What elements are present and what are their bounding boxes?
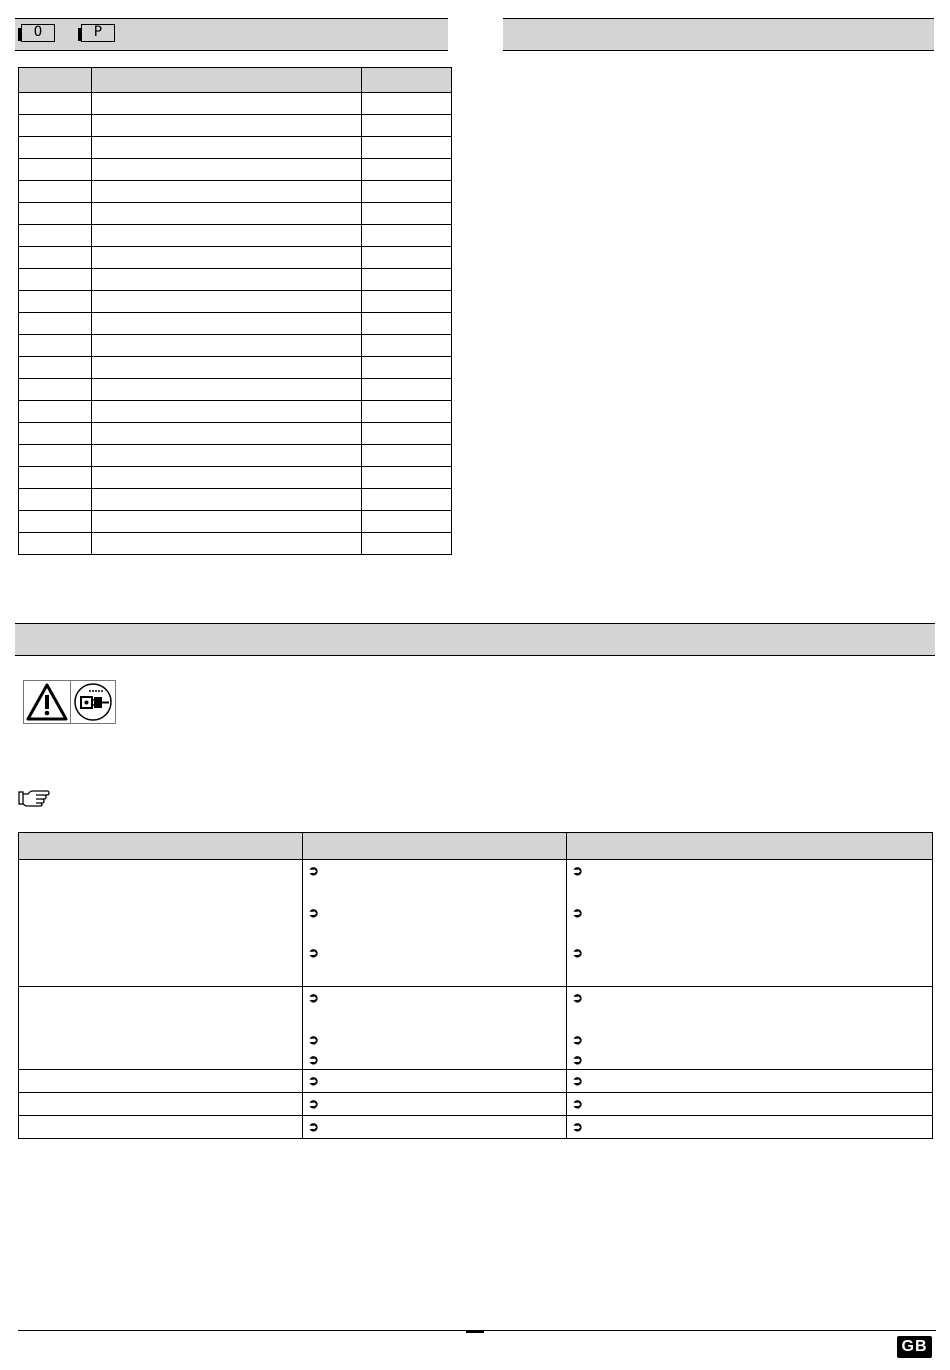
parts-table-cell xyxy=(92,115,362,137)
trouble-cause-cell xyxy=(303,1093,567,1116)
parts-table-cell xyxy=(362,313,452,335)
trouble-problem-cell xyxy=(19,860,303,987)
parts-table-cell xyxy=(19,313,92,335)
arrow-bullet-icon: ➲ xyxy=(308,1119,319,1134)
parts-table-row xyxy=(19,137,452,159)
parts-table-cell xyxy=(19,379,92,401)
arrow-bullet-icon: ➲ xyxy=(308,1073,319,1088)
parts-table-cell xyxy=(92,203,362,225)
unplug-icon xyxy=(71,681,117,723)
parts-table-cell xyxy=(19,203,92,225)
parts-table-cell xyxy=(362,511,452,533)
arrow-bullet-icon: ➲ xyxy=(308,1032,319,1047)
arrow-bullet-icon: ➲ xyxy=(572,1119,583,1134)
trouble-problem-cell xyxy=(19,1116,303,1139)
parts-table-cell xyxy=(19,247,92,269)
footer-page-mark xyxy=(466,1331,484,1333)
parts-table-cell xyxy=(362,489,452,511)
trouble-cause-cell xyxy=(303,860,567,987)
parts-table-row xyxy=(19,467,452,489)
parts-table-cell xyxy=(362,445,452,467)
parts-table-cell xyxy=(92,93,362,115)
trouble-cause-cell xyxy=(303,1070,567,1093)
parts-table-cell xyxy=(92,247,362,269)
arrow-bullet-icon: ➲ xyxy=(308,990,319,1005)
parts-table-cell xyxy=(19,291,92,313)
parts-table-cell xyxy=(362,401,452,423)
parts-table-row xyxy=(19,511,452,533)
parts-table-cell xyxy=(19,225,92,247)
parts-table-row xyxy=(19,203,452,225)
parts-table-cell xyxy=(362,423,452,445)
parts-table-cell xyxy=(362,357,452,379)
warning-icon-group xyxy=(23,680,116,724)
trouble-problem-cell xyxy=(19,1070,303,1093)
parts-table-cell xyxy=(362,379,452,401)
parts-table-cell xyxy=(362,181,452,203)
arrow-bullet-icon: ➲ xyxy=(572,905,583,920)
parts-table-cell xyxy=(362,247,452,269)
parts-table-cell xyxy=(92,467,362,489)
key-o-symbol: O xyxy=(21,24,55,42)
parts-table-cell xyxy=(362,137,452,159)
arrow-bullet-icon: ➲ xyxy=(572,863,583,878)
arrow-bullet-icon: ➲ xyxy=(572,1032,583,1047)
parts-table-cell xyxy=(92,159,362,181)
parts-table-row xyxy=(19,269,452,291)
parts-col-1-header xyxy=(19,68,92,93)
parts-table-cell xyxy=(19,467,92,489)
trouble-table-header xyxy=(19,833,933,860)
parts-table-cell xyxy=(19,269,92,291)
trouble-col-remedy-header xyxy=(567,833,933,860)
parts-table-cell xyxy=(19,159,92,181)
arrow-bullet-icon: ➲ xyxy=(572,1052,583,1067)
parts-table-cell xyxy=(362,335,452,357)
parts-table-body xyxy=(19,93,452,555)
section-header-troubleshooting xyxy=(15,623,935,656)
section-header-parts xyxy=(15,18,448,51)
parts-table-cell xyxy=(362,225,452,247)
arrow-bullet-icon: ➲ xyxy=(308,905,319,920)
parts-table-row xyxy=(19,159,452,181)
parts-table-row xyxy=(19,401,452,423)
parts-table-cell xyxy=(19,181,92,203)
arrow-bullet-icon: ➲ xyxy=(572,990,583,1005)
parts-table-row xyxy=(19,225,452,247)
parts-table-cell xyxy=(92,313,362,335)
parts-table xyxy=(18,67,452,555)
parts-table-cell xyxy=(92,511,362,533)
parts-col-3-header xyxy=(362,68,452,93)
parts-table-cell xyxy=(362,291,452,313)
parts-table-cell xyxy=(92,181,362,203)
section-header-right xyxy=(503,18,934,51)
arrow-bullet-icon: ➲ xyxy=(308,1096,319,1111)
trouble-col-cause-header xyxy=(303,833,567,860)
troubleshooting-table xyxy=(18,832,933,1139)
parts-table-cell xyxy=(92,401,362,423)
parts-table-cell xyxy=(92,225,362,247)
trouble-table-row xyxy=(19,860,933,987)
pointing-hand-icon xyxy=(18,789,50,812)
parts-table-row xyxy=(19,357,452,379)
parts-table-cell xyxy=(92,335,362,357)
arrow-bullet-icon: ➲ xyxy=(572,945,583,960)
parts-table-cell xyxy=(362,159,452,181)
parts-table-header xyxy=(19,68,452,93)
trouble-remedy-cell xyxy=(567,987,933,1070)
trouble-problem-cell xyxy=(19,1093,303,1116)
parts-table-row xyxy=(19,247,452,269)
trouble-cause-cell xyxy=(303,987,567,1070)
parts-table-cell xyxy=(19,335,92,357)
parts-table-cell xyxy=(19,93,92,115)
trouble-problem-cell xyxy=(19,987,303,1070)
parts-table-cell xyxy=(19,511,92,533)
parts-table-row xyxy=(19,423,452,445)
parts-table-cell xyxy=(92,137,362,159)
parts-table-row xyxy=(19,379,452,401)
parts-table-cell xyxy=(19,401,92,423)
parts-table-cell xyxy=(362,203,452,225)
parts-table-cell xyxy=(19,533,92,555)
parts-table-cell xyxy=(19,489,92,511)
parts-table-cell xyxy=(19,357,92,379)
trouble-table-row xyxy=(19,1093,933,1116)
parts-table-cell xyxy=(92,357,362,379)
arrow-bullet-icon: ➲ xyxy=(572,1096,583,1111)
parts-table-row xyxy=(19,181,452,203)
parts-table-cell xyxy=(19,423,92,445)
parts-table-row xyxy=(19,489,452,511)
parts-table-cell xyxy=(92,533,362,555)
key-p-symbol: P xyxy=(81,24,115,42)
trouble-cause-cell xyxy=(303,1116,567,1139)
parts-col-2-header xyxy=(92,68,362,93)
parts-table-row xyxy=(19,445,452,467)
parts-table-row xyxy=(19,93,452,115)
parts-table-cell xyxy=(19,137,92,159)
parts-table-cell xyxy=(92,291,362,313)
parts-table-row xyxy=(19,313,452,335)
trouble-remedy-cell xyxy=(567,1116,933,1139)
parts-table-cell xyxy=(362,115,452,137)
trouble-col-problem-header xyxy=(19,833,303,860)
trouble-remedy-cell xyxy=(567,1093,933,1116)
trouble-table-row xyxy=(19,987,933,1070)
warning-triangle-icon xyxy=(24,681,70,723)
parts-table-cell xyxy=(92,269,362,291)
parts-table-row xyxy=(19,115,452,137)
parts-table-cell xyxy=(92,423,362,445)
parts-table-cell xyxy=(362,269,452,291)
trouble-remedy-cell xyxy=(567,860,933,987)
arrow-bullet-icon: ➲ xyxy=(308,1052,319,1067)
parts-table-cell xyxy=(92,445,362,467)
parts-table-cell xyxy=(362,93,452,115)
parts-table-row xyxy=(19,291,452,313)
parts-table-cell xyxy=(19,445,92,467)
parts-table-cell xyxy=(19,115,92,137)
parts-table-cell xyxy=(362,467,452,489)
parts-table-cell xyxy=(92,379,362,401)
arrow-bullet-icon: ➲ xyxy=(572,1073,583,1088)
parts-table-row xyxy=(19,335,452,357)
country-badge: GB xyxy=(897,1336,932,1358)
trouble-remedy-cell xyxy=(567,1070,933,1093)
parts-table-row xyxy=(19,533,452,555)
trouble-table-body xyxy=(19,860,933,1139)
trouble-table-row xyxy=(19,1116,933,1139)
arrow-bullet-icon: ➲ xyxy=(308,945,319,960)
parts-table-cell xyxy=(362,533,452,555)
parts-table-cell xyxy=(92,489,362,511)
trouble-table-row xyxy=(19,1070,933,1093)
arrow-bullet-icon: ➲ xyxy=(308,863,319,878)
